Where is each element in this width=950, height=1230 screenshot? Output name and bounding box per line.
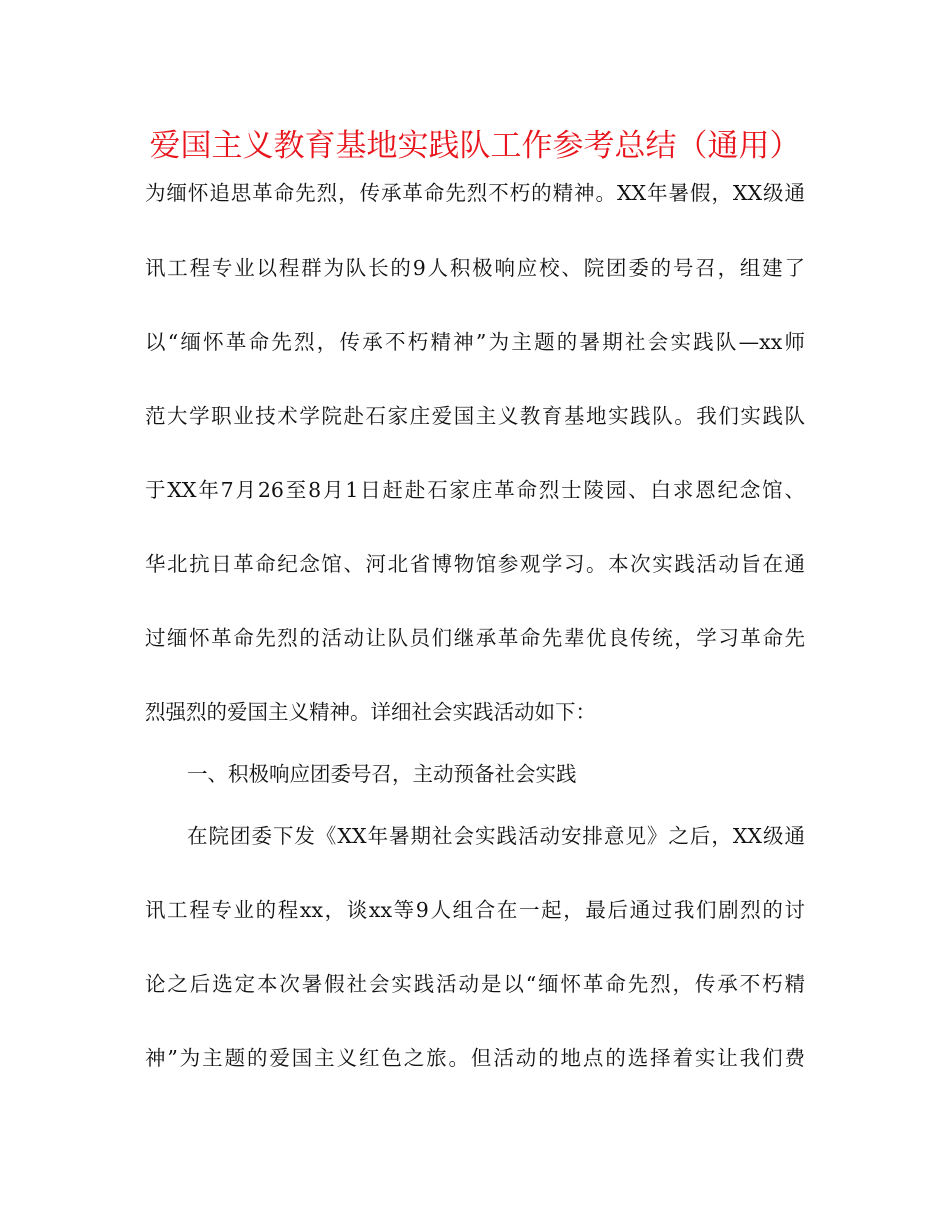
paragraph-line-5: 于XX年7月26至8月1日赶赴石家庄革命烈士陵园、白求恩纪念馆、 bbox=[145, 478, 805, 502]
paragraph-line-12: 论之后选定本次暑假社会实践活动是以“缅怀革命先烈，传承不朽精 bbox=[145, 972, 805, 996]
document-title: 爱国主义教育基地实践队工作参考总结（通用） bbox=[149, 128, 801, 164]
paragraph-line-7: 过缅怀革命先烈的活动让队员们继承革命先辈优良传统，学习革命先 bbox=[145, 626, 805, 650]
section-heading: 一、积极响应团委号召，主动预备社会实践 bbox=[187, 762, 577, 786]
paragraph-line-1: 为缅怀追思革命先烈，传承革命先烈不朽的精神。XX年暑假，XX级通 bbox=[145, 181, 805, 205]
paragraph-line-3: 以“缅怀革命先烈，传承不朽精神”为主题的暑期社会实践队—xx师 bbox=[145, 330, 805, 354]
paragraph-line-8: 烈强烈的爱国主义精神。详细社会实践活动如下： bbox=[145, 700, 596, 724]
paragraph-line-13: 神”为主题的爱国主义红色之旅。但活动的地点的选择着实让我们费 bbox=[145, 1046, 805, 1070]
paragraph-line-11: 讯工程专业的程xx，谈xx等9人组合在一起，最后通过我们剧烈的讨 bbox=[145, 898, 805, 922]
paragraph-line-2: 讯工程专业以程群为队长的9人积极响应校、院团委的号召，组建了 bbox=[145, 256, 805, 280]
paragraph-line-6: 华北抗日革命纪念馆、河北省博物馆参观学习。本次实践活动旨在通 bbox=[145, 552, 805, 576]
paragraph-line-4: 范大学职业技术学院赴石家庄爱国主义教育基地实践队。我们实践队 bbox=[145, 404, 805, 428]
paragraph-line-10: 在院团委下发《XX年暑期社会实践活动安排意见》之后，XX级通 bbox=[187, 824, 805, 848]
